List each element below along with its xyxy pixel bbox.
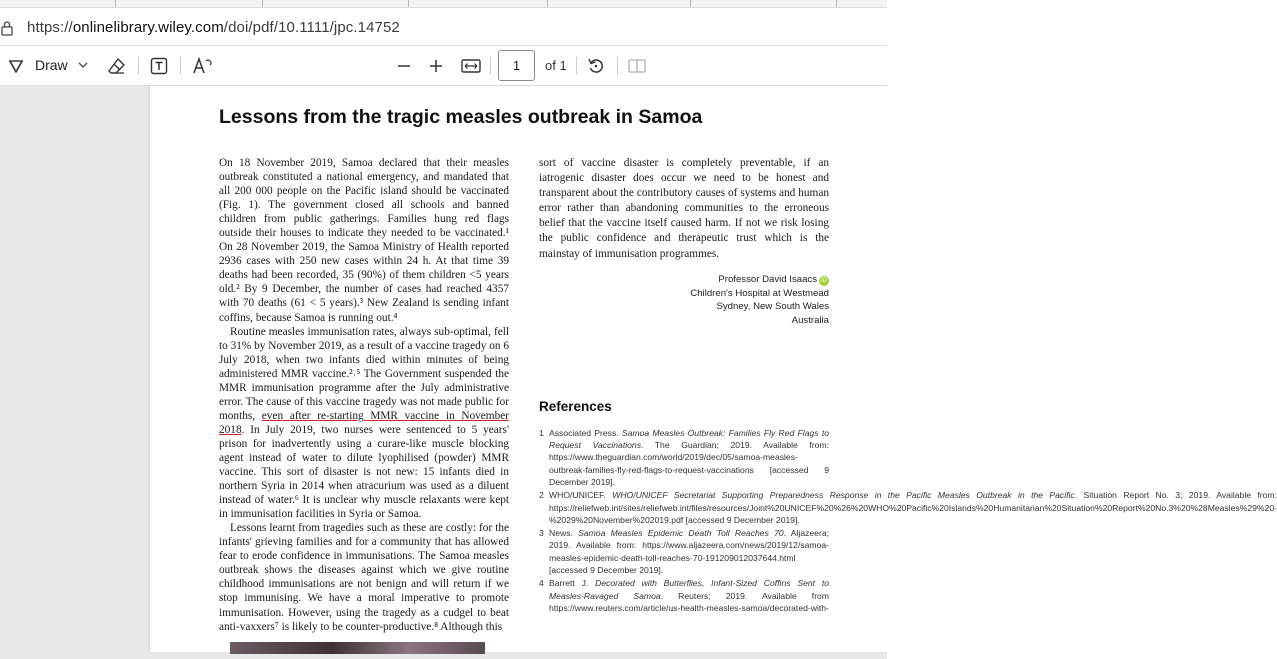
tab-separator xyxy=(836,0,837,7)
tab-separator xyxy=(115,0,116,7)
chevron-down-icon[interactable] xyxy=(77,59,89,71)
reference-number: 4 xyxy=(539,578,544,589)
reference-text: Barrett J. Decorated with Butterflies, Infant-Sized Coffins Sent to Measles-Ravaged Samoa. Reuters; 2019. Available from https://www.reuters.com/article/us-health-measles-samoa/decorated-with- xyxy=(549,578,829,613)
pdf-page xyxy=(150,86,1277,652)
author-signature xyxy=(690,273,829,327)
tab-separator xyxy=(408,0,409,7)
toolbar-divider xyxy=(180,57,181,75)
toolbar-divider xyxy=(138,57,139,75)
address-bar[interactable] xyxy=(0,8,887,46)
paragraph-2-start: Routine measles immunisation rates, always sub-optimal, fell to 31% by November 2019, as a result of a vaccine tragedy on 6 July 2018, when two infants died within minutes of being administered MMR vaccine.²˒⁵ The Government suspended the MMR immunisation programme after the July administrative error. The cause of this vaccine tragedy was not made public for months, xyxy=(219,325,509,422)
read-aloud-icon[interactable] xyxy=(192,56,214,76)
figure-image-edge xyxy=(230,642,485,654)
references-heading: References xyxy=(539,399,612,414)
affiliation-line-2: Sydney, New South Wales xyxy=(716,301,829,313)
url-text[interactable] xyxy=(27,19,400,36)
paragraph-3: Lessons learnt from tragedies such as these are costly: for the infants' grieving families and for a community that has allowed fear to erode confidence in immunisations. The Samoa measles outbreak shows the diseases against which we give routine childhood immunisations are not benign and will return if we stop immunising. We have a moral imperative to promote immunisation. However, using the tragedy as a cudgel to beat anti-vaxxers⁷ is likely to be counter-productive.⁸ Although this xyxy=(219,522,509,633)
text-box-icon[interactable] xyxy=(149,56,169,76)
reference-item xyxy=(539,489,1277,526)
draw-icon[interactable] xyxy=(7,57,25,75)
article-left-column xyxy=(219,156,509,634)
lock-icon[interactable] xyxy=(0,20,14,36)
rotate-icon[interactable] xyxy=(586,56,606,76)
toolbar-divider xyxy=(576,57,577,75)
tab-separator xyxy=(690,0,691,7)
reference-item xyxy=(539,577,829,614)
pdf-toolbar xyxy=(0,46,887,86)
reference-item xyxy=(539,527,829,576)
reference-item xyxy=(539,427,829,488)
reference-text: WHO/UNICEF. WHO/UNICEF Secretariat Supporting Preparedness Response in the Pacific Measles Outbreak in the Pacific. Situation Report No. 3; 2019. Available from: https://reliefweb.int/sites/reliefweb.int/files/resources/Joint%20UNICEF%20%26%20WHO%20Pacific%20Islands%20Humanitarian%20Situation%20Report%20No.3%20%28Measles%29%20-%2029%20November%202019.pdf [accessed 9 December 2019]. xyxy=(549,490,1277,525)
url-domain: onlinelibrary.wiley.com xyxy=(72,19,224,36)
reference-text: News. Samoa Measles Epidemic Death Toll Reaches 70. Aljazeera; 2019. Available from: https://www.aljazeera.com/news/2019/12/samoa-measles-epidemic-death-toll-reaches-70-191209012037644.html [accessed 9 December 2019]. xyxy=(549,528,829,575)
toolbar-divider xyxy=(490,57,491,75)
references-list xyxy=(539,427,1277,615)
pdf-viewer[interactable] xyxy=(0,86,1277,659)
author-name-line xyxy=(690,273,829,287)
reference-number: 3 xyxy=(539,528,544,539)
highlighted-text: even after re-starting MMR vaccine in November 2018 xyxy=(219,409,510,436)
page-total: of 1 xyxy=(545,58,567,73)
article-title: Lessons from the tragic measles outbreak in Samoa xyxy=(219,106,703,128)
orcid-icon[interactable]: iD xyxy=(819,276,829,286)
tab-strip xyxy=(0,0,887,8)
paragraph-2 xyxy=(219,325,509,522)
url-path: /doi/pdf/10.1111/jpc.14752 xyxy=(223,19,400,36)
fit-width-icon[interactable] xyxy=(460,56,482,76)
reference-number: 1 xyxy=(539,428,544,438)
page-number-input[interactable]: 1 xyxy=(498,50,535,81)
affiliation-line-1: Children's Hospital at Westmead xyxy=(690,287,829,299)
tab-separator xyxy=(547,0,548,7)
url-scheme: https:// xyxy=(27,19,73,36)
toolbar-divider xyxy=(617,57,618,75)
reference-text: Associated Press. Samoa Measles Outbreak: Families Fly Red Flags to Request Vaccinations. The Guardian; 2019. Available from: https://www.theguardian.com/world/2019/dec/05/samoa-measles-outbreak-families-fly-red-flags-to-request-vaccinations [accessed 9 December 2019]. xyxy=(549,428,829,487)
zoom-out-icon[interactable] xyxy=(395,57,413,75)
eraser-icon[interactable] xyxy=(107,56,127,76)
two-page-view-icon[interactable] xyxy=(627,56,647,76)
paragraph-2-end: . In July 2019, two nurses were sentenced to 5 years' prison for inadvertently using a curare-like muscle blocking agent instead of water to dilute lyophilised (powder) MMR vaccine. This sort of disaster is not new: 15 infants died in northern Syria in 2014 when atracurium was used as a diluent instead of water.⁶ It is unclear why muscle relaxants were kept in immunisation facilities in Syria or Samoa. xyxy=(219,423,509,521)
right-column-paragraph: sort of vaccine disaster is completely preventable, if an iatrogenic disaster does occur we need to be honest and transparent about the contributory causes of systems and human error rather than abandoning communities to the erroneous belief that the vaccine itself caused harm. If not we risk losing the public confidence and therapeutic trust which is the mainstay of immunisation programmes. xyxy=(539,157,829,260)
reference-number: 2 xyxy=(539,490,544,501)
tab-separator xyxy=(262,0,263,7)
draw-button[interactable]: Draw xyxy=(35,57,68,73)
affiliation-line-3: Australia xyxy=(791,314,829,326)
author-name: Professor David Isaacs xyxy=(718,274,817,285)
paragraph-1: On 18 November 2019, Samoa declared that their measles outbreak constituted a national emergency, and mandated that all 200 000 people on the Pacific island should be vaccinated (Fig. 1). The government closed all schools and banned children from public gatherings. Families hung red flags outside their houses to indicate they needed to be vaccinated.¹ On 28 November 2019, the Samoa Ministry of Health reported 2936 cases with 250 new cases within 24 h. At that time 39 deaths had been recorded, 35 (90%) of them children <5 years old.² By 9 December, the number of cases had reached 4357 with 70 deaths (61 < 5 years).³ New Zealand is sending infant coffins, because Samoa is running out.⁴ xyxy=(219,157,509,324)
zoom-in-icon[interactable] xyxy=(427,57,445,75)
